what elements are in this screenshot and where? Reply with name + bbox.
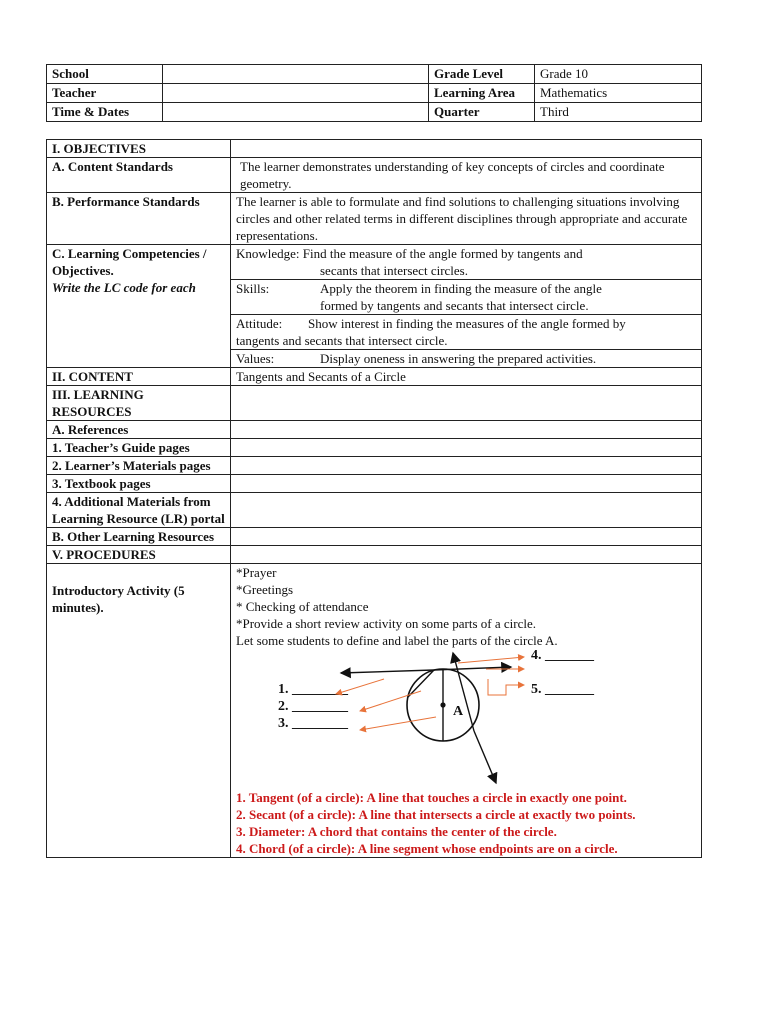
attitude-text-2: tangents and secants that intersect circle. [236, 333, 448, 348]
additional-materials-label: 4. Additional Materials from Learning Resource (LR) portal [47, 493, 231, 528]
circle-diagram [236, 649, 696, 787]
learners-materials-label: 2. Learner’s Materials pages [47, 457, 231, 475]
tangent-line-left [341, 670, 434, 673]
knowledge-text-1: Find the measure of the angle formed by tangents and [302, 246, 583, 261]
teachers-guide-empty [231, 439, 702, 457]
introductory-activity-label: Introductory Activity (5 minutes). [47, 564, 231, 858]
step-review: *Provide a short review activity on some parts of a circle. [236, 616, 536, 631]
chord-line [408, 670, 434, 697]
school-value [163, 65, 429, 84]
blank-label-4: 4. _______ [531, 649, 594, 663]
skills-text-2: formed by tangents and secants that intersect circle. [320, 298, 589, 313]
other-resources-empty [231, 528, 702, 546]
other-resources-label: B. Other Learning Resources [47, 528, 231, 546]
introductory-activity-cell [231, 564, 702, 858]
references-label: A. References [47, 421, 231, 439]
lesson-plan-table [46, 139, 702, 858]
values-key: Values: [236, 351, 275, 366]
content-standards-text: The learner demonstrates understanding of key concepts of circles and coordinate geometry. [231, 158, 702, 193]
textbook-empty [231, 475, 702, 493]
center-label: A [453, 704, 464, 719]
step-prayer: *Prayer [236, 565, 277, 580]
header-table [46, 64, 702, 122]
content-heading: II. CONTENT [47, 368, 231, 386]
skills-text-1: Apply the theorem in finding the measure of the angle [320, 281, 602, 296]
values-cell [231, 350, 702, 368]
step-attendance: * Checking of attendance [236, 599, 369, 614]
objectives-empty [231, 140, 702, 158]
performance-standards-label: B. Performance Standards [47, 193, 231, 245]
grade-level-value: Grade 10 [535, 65, 702, 84]
performance-standards-text: The learner is able to formulate and find solutions to challenging situations involving circles and other related terms in different disciplines through appropriate and accurate representations. [231, 193, 702, 245]
knowledge-key: Knowledge: [236, 246, 300, 261]
attitude-cell [231, 315, 702, 350]
learners-materials-empty [231, 457, 702, 475]
grade-level-label: Grade Level [429, 65, 535, 84]
competencies-note: Write the LC code for each [52, 280, 196, 295]
blank-label-5: 5. _______ [531, 682, 594, 697]
answer-chord: 4. Chord (of a circle): A line segment whose endpoints are on a circle. [236, 841, 618, 856]
objectives-heading: I. OBJECTIVES [47, 140, 231, 158]
teacher-label: Teacher [47, 84, 163, 103]
quarter-value: Third [535, 103, 702, 122]
answer-diameter: 3. Diameter: A chord that contains the center of the circle. [236, 824, 557, 839]
skills-key: Skills: [236, 281, 270, 296]
time-dates-label: Time & Dates [47, 103, 163, 122]
blank-label-3: 3. ________ [278, 716, 348, 731]
blank-label-1: 1. ________ [278, 682, 348, 697]
competencies-cell [47, 245, 231, 368]
step-instructions: Let some students to define and label the parts of the circle A. [236, 633, 558, 648]
references-empty [231, 421, 702, 439]
teacher-value [163, 84, 429, 103]
values-text: Display oneness in answering the prepared activities. [320, 351, 597, 366]
quarter-label: Quarter [429, 103, 535, 122]
secant-line-bottom [474, 731, 496, 783]
step-greetings: *Greetings [236, 582, 294, 597]
circle-diagram-svg [236, 649, 696, 787]
additional-materials-empty [231, 493, 702, 528]
content-standards-label: A. Content Standards [47, 158, 231, 193]
learning-area-value: Mathematics [535, 84, 702, 103]
teachers-guide-label: 1. Teacher’s Guide pages [47, 439, 231, 457]
learning-resources-empty [231, 386, 702, 421]
textbook-label: 3. Textbook pages [47, 475, 231, 493]
learning-resources-heading: III. LEARNING RESOURCES [47, 386, 231, 421]
center-point [440, 702, 445, 707]
answer-tangent: 1. Tangent (of a circle): A line that touches a circle in exactly one point. [236, 790, 627, 805]
attitude-text-1: Show interest in finding the measures of the angle formed by [308, 316, 626, 331]
answer-secant: 2. Secant (of a circle): A line that intersects a circle at exactly two points. [236, 807, 636, 822]
knowledge-text-2: secants that intersect circles. [320, 263, 468, 278]
school-label: School [47, 65, 163, 84]
skills-cell [231, 280, 702, 315]
procedures-heading: V. PROCEDURES [47, 546, 231, 564]
secant-line-top [453, 653, 474, 731]
competencies-label: C. Learning Competencies / Objectives. [52, 246, 207, 278]
content-text: Tangents and Secants of a Circle [231, 368, 702, 386]
time-dates-value [163, 103, 429, 122]
knowledge-cell [231, 245, 702, 280]
blank-label-2: 2. ________ [278, 699, 348, 714]
procedures-empty [231, 546, 702, 564]
learning-area-label: Learning Area [429, 84, 535, 103]
attitude-key: Attitude: [236, 316, 283, 331]
